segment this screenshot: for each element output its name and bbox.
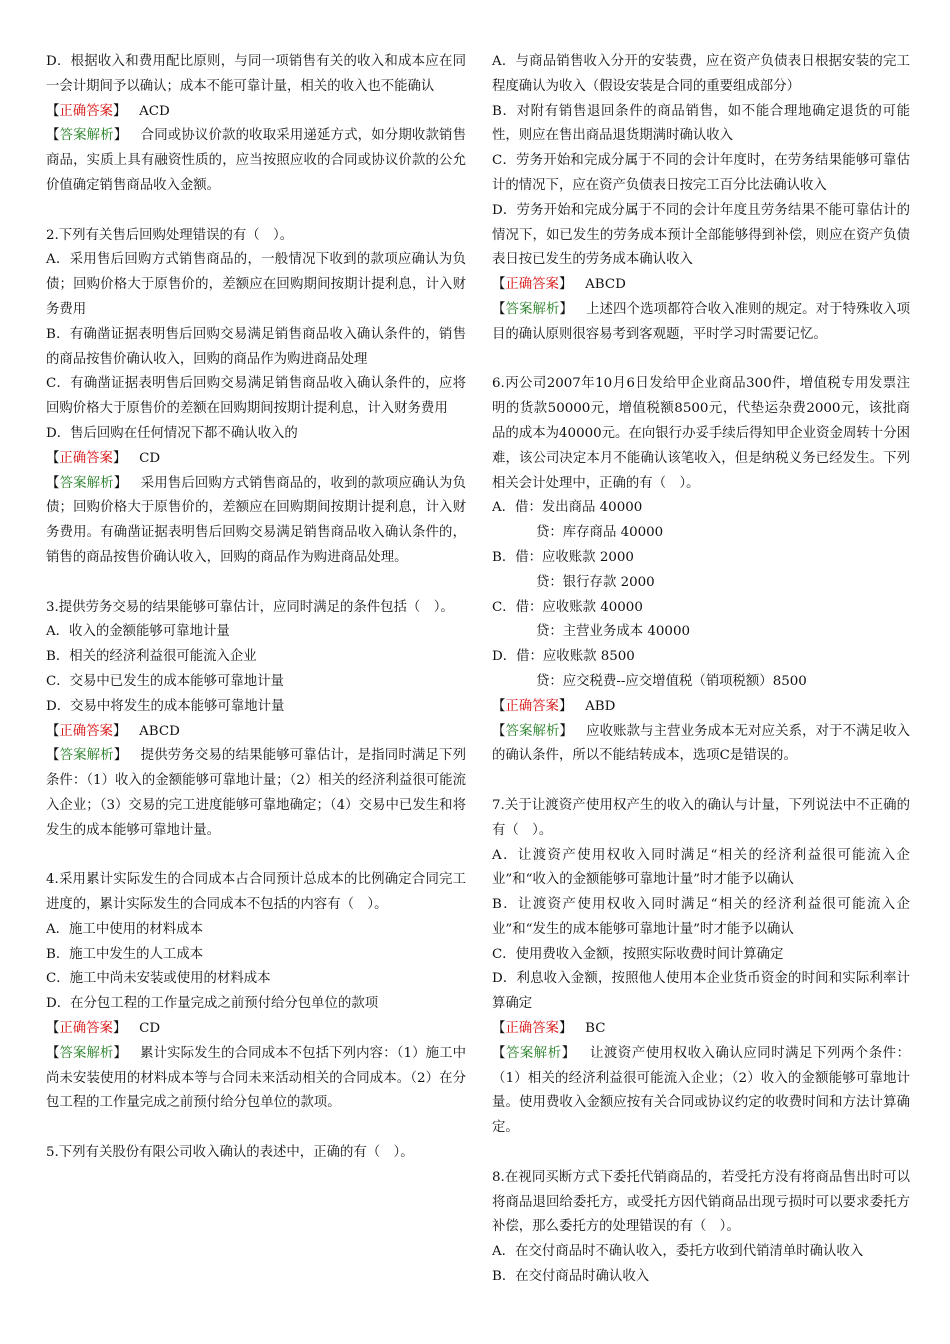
explanation-text: 提供劳务交易的结果能够可靠估计，是指同时满足下列条件：（1）收入的金额能够可靠地计量；（2）相关的经济利益很可能流入企业；（3）交易的完工进度能够可靠地确定；（4）交易中已发生和将发生的成本能够可靠地计量。 [46, 748, 466, 838]
explanation-line [492, 1042, 910, 1141]
bracket-open: 【 [46, 103, 60, 119]
question-line: B．相关的经济利益很可能流入企业 [46, 649, 257, 665]
answer-line [46, 100, 466, 125]
explanation-text: 合同或协议价款的收取采用递延方式，如分期收款销售商品，实质上具有融资性质的，应当按照应收的合同或协议价款的公允价值确定销售商品收入金额。 [46, 128, 466, 193]
explanation-text: 采用售后回购方式销售商品的，收到的款项应确认为负债；回购价格大于原售价的，差额应在回购期间按期计提利息，计入财务费用。有确凿证据表明售后回购交易满足销售商品收入确认条件的，销售的商品按售价确认收入，回购的商品作为购进商品处理。 [46, 475, 466, 565]
right-column [492, 50, 910, 1290]
question-line: 5.下列有关股份有限公司收入确认的表述中，正确的有（ ）。 [46, 1145, 414, 1161]
answer-value: ABCD [139, 723, 180, 739]
blank-line [492, 769, 910, 794]
question-line: 4.采用累计实际发生的合同成本占合同预计总成本的比例确定合同完工进度的，累计实际发生的合同成本不包括的内容有（ ）。 [46, 872, 466, 913]
answer-line [46, 1017, 466, 1042]
question-line: 7.关于让渡资产使用权产生的收入的确认与计量，下列说法中不正确的有（ ）。 [492, 797, 910, 838]
question-line: 8.在视同买断方式下委托代销商品的，若受托方没有将商品售出时可以将商品退回给委托方，或受托方因代销商品出现亏损时可以要求委托方补偿，那么委托方的处理错误的有（ ）。 [492, 1169, 910, 1235]
question-line: C．有确凿证据表明售后回购交易满足销售商品收入确认条件的，应将回购价格大于原售价的差额在回购期间按期计提利息，计入财务费用 [46, 376, 466, 417]
bracket-open: 【 [492, 277, 506, 293]
journal-credit-line: 贷：库存商品 40000 [536, 525, 664, 541]
answer-value: CD [139, 450, 161, 466]
journal-credit-line: 贷：主营业务成本 40000 [536, 624, 690, 640]
explanation-label: 答案解析 [59, 475, 114, 491]
bracket-open: 【 [46, 748, 60, 764]
bracket-close: 】 [113, 128, 128, 144]
answer-line [46, 447, 466, 472]
question-line: D．借：应收账款 8500 [492, 649, 635, 665]
question-line: 2.下列有关售后回购处理错误的有（ ）。 [46, 227, 294, 243]
bracket-close: 】 [558, 698, 573, 714]
bracket-open: 【 [46, 723, 60, 739]
explanation-line [46, 124, 466, 198]
answer-label: 正确答案 [59, 103, 113, 119]
answer-line [492, 1017, 910, 1042]
bracket-close: 】 [112, 450, 127, 466]
bracket-open: 【 [492, 1045, 506, 1061]
bracket-close: 】 [112, 1021, 127, 1037]
question-line: 6.丙公司2007年10月6日发给甲企业商品300件，增值税专用发票注明的货款50000元，增值税额8500元，代垫运杂费2000元，该批商品的成本为40000元。在向银行办妥手续后得知甲企业资金周转十分困难，该公司决定本月不能确认该笔收入，但是纳税义务已经发生。下列相关会计处理中，正确的有（ ）。 [492, 376, 910, 491]
question-line: A．让渡资产使用权收入同时满足“相关的经济利益很可能流入企业”和“收入的金额能够可靠地计量”时才能予以确认 [492, 847, 910, 888]
question-line: D．交易中将发生的成本能够可靠地计量 [46, 698, 285, 714]
question-line: D．售后回购在任何情况下都不确认收入的 [46, 425, 298, 441]
explanation-line [492, 720, 910, 770]
bracket-close: 】 [558, 1021, 573, 1037]
blank-line [492, 1141, 910, 1166]
answer-value: ABD [585, 698, 616, 714]
blank-line [46, 1116, 466, 1141]
explanation-line [492, 298, 910, 348]
answer-label: 正确答案 [505, 1021, 559, 1037]
explanation-text: 上述四个选项都符合收入准则的规定。对于特殊收入项目的确认原则很容易考到客观题，平时学习时需要记忆。 [492, 301, 910, 342]
bracket-open: 【 [46, 1021, 60, 1037]
question-line: C．交易中已发生的成本能够可靠地计量 [46, 673, 284, 689]
answer-label: 正确答案 [505, 277, 559, 293]
explanation-line [46, 744, 466, 843]
blank-line [46, 199, 466, 224]
bracket-close: 】 [113, 748, 128, 764]
journal-credit-line: 贷：应交税费--应交增值税（销项税额）8500 [536, 673, 807, 689]
explanation-label: 答案解析 [505, 1045, 562, 1061]
answer-line [492, 273, 910, 298]
blank-line [492, 348, 910, 373]
explanation-line [46, 1042, 466, 1116]
journal-credit-line: 贷：银行存款 2000 [536, 574, 655, 590]
blank-line [46, 571, 466, 596]
question-line: A．与商品销售收入分开的安装费，应在资产负债表日根据安装的完工程度确认为收入（假设安装是合同的重要组成部分） [492, 54, 910, 94]
answer-label: 正确答案 [59, 1021, 113, 1037]
question-line: C．使用费收入金额，按照实际收费时间计算确定 [492, 946, 784, 962]
bracket-close: 】 [561, 1045, 576, 1061]
bracket-open: 【 [46, 1045, 60, 1061]
bracket-close: 】 [113, 475, 128, 491]
answer-label: 正确答案 [505, 698, 559, 714]
question-line: A．施工中使用的材料成本 [46, 921, 203, 937]
explanation-line [46, 472, 466, 571]
bracket-open: 【 [492, 723, 506, 739]
question-line: 3.提供劳务交易的结果能够可靠估计，应同时满足的条件包括（ ）。 [46, 599, 454, 615]
bracket-close: 】 [112, 103, 127, 119]
bracket-close: 】 [558, 277, 573, 293]
explanation-label: 答案解析 [505, 301, 560, 317]
question-line: A．在交付商品时不确认收入，委托方收到代销清单时确认收入 [492, 1244, 864, 1260]
question-line: D．根据收入和费用配比原则，与同一项销售有关的收入和成本应在同一会计期间予以确认；成本不能可靠计量，相关的收入也不能确认 [46, 54, 466, 94]
question-line: B．对附有销售退回条件的商品销售，如不能合理地确定退货的可能性，则应在售出商品退货期满时确认收入 [492, 103, 910, 144]
answer-value: CD [139, 1021, 161, 1037]
question-line: B．在交付商品时确认收入 [492, 1269, 650, 1285]
answer-line [46, 720, 466, 745]
answer-value: ABCD [585, 277, 626, 293]
bracket-close: 】 [559, 723, 573, 739]
question-line: C．施工中尚未安装或使用的材料成本 [46, 971, 271, 987]
blank-line [46, 844, 466, 869]
question-line: A．采用售后回购方式销售商品的，一般情况下收到的款项应确认为负债；回购价格大于原售价的，差额应在回购期间按期计提利息，计入财务费用 [46, 252, 466, 317]
answer-line [492, 695, 910, 720]
question-line: D．在分包工程的工作量完成之前预付给分包单位的款项 [46, 996, 379, 1012]
question-line: B．借：应收账款 2000 [492, 549, 634, 565]
explanation-text: 应收账款与主营业务成本无对应关系，对于不满足收入的确认条件，所以不能结转成本，选项C是错误的。 [492, 723, 910, 764]
question-line: D．利息收入金额，按照他人使用本企业货币资金的时间和实际利率计算确定 [492, 971, 910, 1012]
bracket-open: 【 [46, 475, 60, 491]
explanation-text: 累计实际发生的合同成本不包括下列内容：（1）施工中尚未安装使用的材料成本等与合同未来活动相关的合同成本。（2）在分包工程的工作量完成之前预付给分包单位的款项。 [46, 1045, 467, 1111]
explanation-label: 答案解析 [505, 723, 560, 739]
answer-label: 正确答案 [59, 723, 113, 739]
question-line: C．借：应收账款 40000 [492, 599, 643, 615]
bracket-close: 】 [112, 723, 127, 739]
bracket-open: 【 [492, 698, 506, 714]
question-line: A．收入的金额能够可靠地计量 [46, 624, 230, 640]
explanation-label: 答案解析 [59, 128, 114, 144]
question-line: B．有确凿证据表明售后回购交易满足销售商品收入确认条件的，销售的商品按售价确认收入，回购的商品作为购进商品处理 [46, 326, 466, 367]
question-line: B．让渡资产使用权收入同时满足“相关的经济利益很可能流入企业”和“发生的成本能够可靠地计量”时才能予以确认 [492, 897, 910, 937]
answer-label: 正确答案 [59, 450, 113, 466]
bracket-open: 【 [492, 301, 506, 317]
question-line: D．劳务开始和完成分属于不同的会计年度且劳务结果不能可靠估计的情况下，如已发生的劳务成本预计全部能够得到补偿，则应在资产负债表日按已发生的劳务成本确认收入 [492, 202, 910, 268]
question-line: C．劳务开始和完成分属于不同的会计年度时，在劳务结果能够可靠估计的情况下，应在资产负债表日按完工百分比法确认收入 [492, 153, 910, 193]
explanation-label: 答案解析 [59, 1045, 114, 1061]
explanation-label: 答案解析 [59, 748, 114, 764]
bracket-open: 【 [492, 1021, 506, 1037]
question-line: A．借：发出商品 40000 [492, 500, 643, 516]
bracket-open: 【 [46, 128, 60, 144]
bracket-close: 】 [113, 1045, 128, 1061]
answer-value: BC [585, 1021, 606, 1037]
bracket-close: 】 [559, 301, 573, 317]
question-line: B．施工中发生的人工成本 [46, 946, 204, 962]
explanation-text: 让渡资产使用权收入确认应同时满足下列两个条件：（1）相关的经济利益很可能流入企业；（2）收入的金额能够可靠地计量。使用费收入金额应按有关合同或协议约定的收费时间和方法计算确定。 [492, 1045, 911, 1136]
answer-value: ACD [139, 103, 170, 119]
bracket-open: 【 [46, 450, 60, 466]
left-column [46, 50, 466, 1166]
